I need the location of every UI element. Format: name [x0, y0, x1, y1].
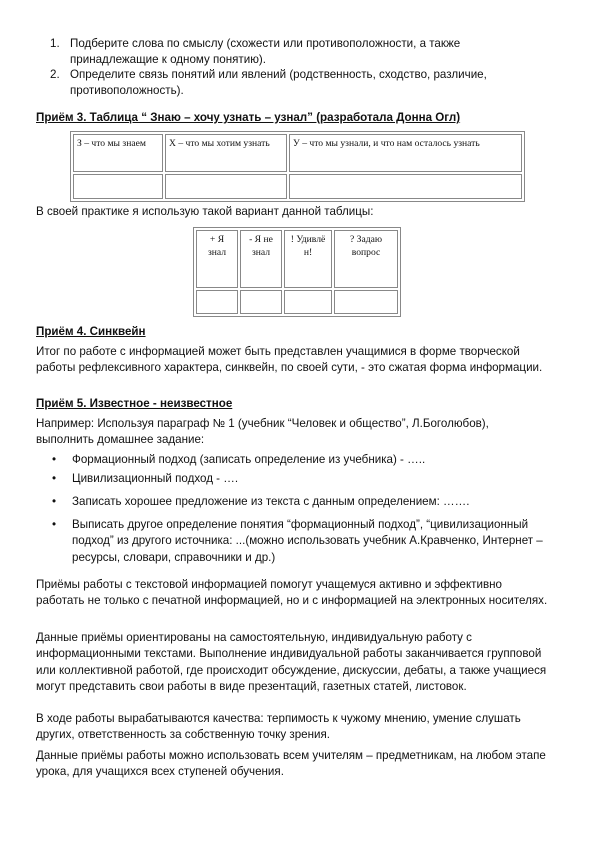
numbered-item-2	[50, 67, 550, 100]
heading-priem-5: Приём 5. Известное - неизвестное	[36, 397, 233, 410]
table-header-cell: У – что мы узнали, и что нам осталось узнать	[289, 134, 522, 172]
bullet-icon: •	[52, 518, 57, 531]
paragraph-4: Данные приёмы работы можно использовать всем учителям – предметникам, на любом этапе урока, для учащихся всех ступеней обучения.	[36, 749, 546, 779]
item-number: 1.	[50, 37, 60, 50]
bullet-icon: •	[52, 453, 57, 466]
table-header-cell: Х – что мы хотим узнать	[165, 134, 287, 172]
list-item: • Выписать другое определение понятия “формационный подход”, “цивилизационный подход” из другого источника: ...(можно использовать учебник А.Кравченко, Интернет –ресурсы, словари, справочники и др.)	[52, 518, 543, 564]
item-text: Подберите слова по смыслу (схожести или противоположности, а также принадлежащие к одному понятию).	[70, 37, 461, 67]
paragraph-3: В ходе работы вырабатываются качества: терпимость к чужому мнению, умение слушать других, ответственность за собственную точку зрения.	[36, 712, 521, 742]
heading-priem-3: Приём 3. Таблица “ Знаю – хочу узнать – узнал” (разработала Донна Огл)	[36, 111, 461, 124]
table-cell	[289, 174, 522, 199]
paragraph-2: Данные приёмы ориентированы на самостоятельную, индивидуальную работу с информационными текстами. Выполнение индивидуальной работы заканчивается групповой или коллективной работой, где происходит обсуждение, дискуссии, дебаты, а также учащиеся могут представить свои работы в виде презентаций, газетных статей, листовок.	[36, 631, 547, 694]
practice-text: В своей практике я использую такой вариант данной таблицы:	[36, 205, 374, 218]
item-text: Определите связь понятий или явлений (родственность, сходство, различие, противоположность).	[70, 68, 487, 98]
table-cell	[165, 174, 287, 199]
table-header-cell: - Я не знал	[240, 230, 282, 288]
numbered-item-1	[50, 36, 550, 69]
table-cell	[240, 290, 282, 314]
table-cell	[196, 290, 238, 314]
heading-priem-4: Приём 4. Синквейн	[36, 325, 146, 338]
paragraph-example: Например: Используя параграф № 1 (учебник “Человек и общество”, Л.Боголюбов), выполнить домашнее задание:	[36, 417, 489, 447]
bullet-icon: •	[52, 472, 57, 485]
item-number: 2.	[50, 68, 60, 81]
list-item: • Формационный подход (записать определение из учебника) - …..	[52, 452, 552, 468]
paragraph-1: Приёмы работы с текстовой информацией помогут учащемуся активно и эффективно работать не только с печатной информацией, но и с информацией на электронных носителях.	[36, 578, 548, 608]
table-cell	[284, 290, 332, 314]
list-item: • Цивилизационный подход - ….	[52, 471, 552, 487]
table-header-cell: З – что мы знаем	[73, 134, 163, 172]
table-cell	[334, 290, 398, 314]
table-header-cell: ! Удивлё н!	[284, 230, 332, 288]
table-header-cell: + Я знал	[196, 230, 238, 288]
bullet-icon: •	[52, 495, 57, 508]
list-item: • Записать хорошее предложение из текста с данным определением: …….	[52, 494, 552, 510]
table-header-cell: ? Задаю вопрос	[334, 230, 398, 288]
table-plus-minus	[193, 227, 401, 317]
table-know-want-learned	[70, 131, 525, 202]
table-cell	[73, 174, 163, 199]
paragraph-sinkvein: Итог по работе с информацией может быть представлен учащимися в форме творческой работы рефлексивного характера, синквейн, по своей сути, - это сжатая форма информации.	[36, 345, 543, 375]
